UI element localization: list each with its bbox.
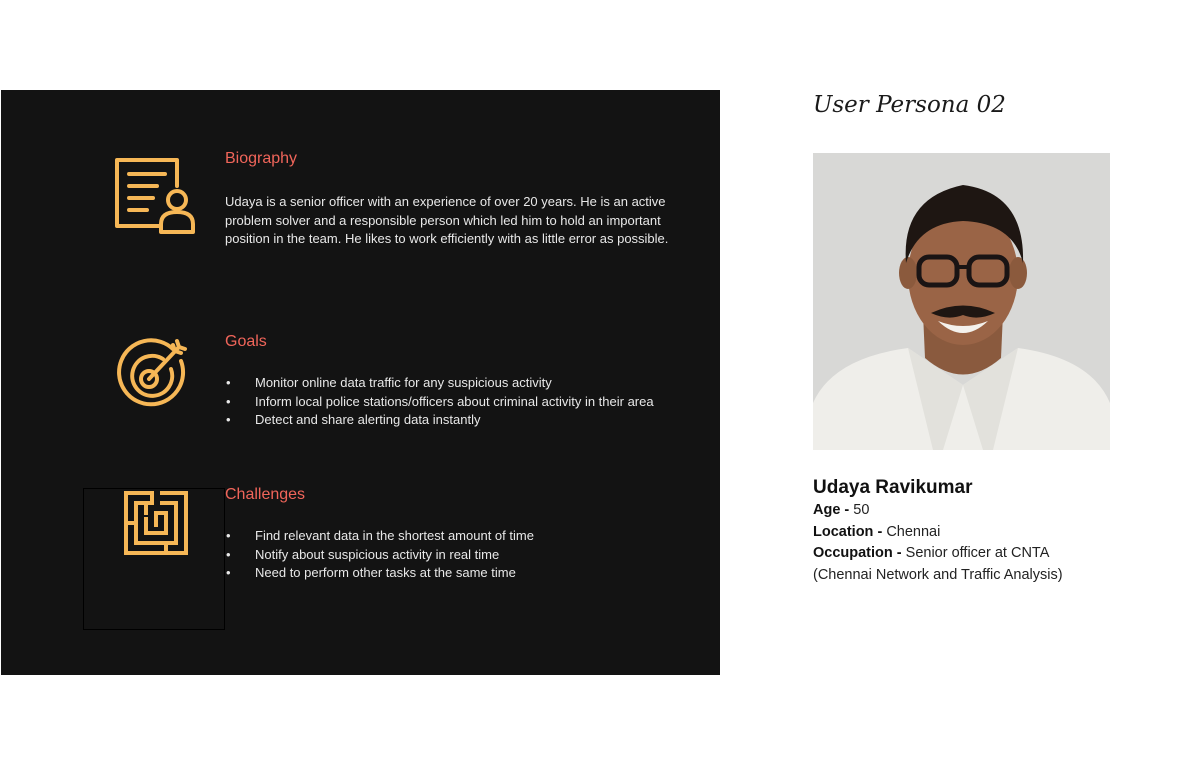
challenges-list: [225, 527, 534, 583]
resume-icon: [113, 156, 197, 236]
occupation-label: Occupation -: [813, 545, 906, 561]
biography-title: Biography: [225, 150, 298, 167]
list-item: • Monitor online data traffic for any suspicious activity: [225, 374, 654, 393]
occupation-detail: (Chennai Network and Traffic Analysis): [813, 567, 1063, 583]
goals-list: [225, 374, 654, 430]
list-item: • Notify about suspicious activity in real time: [225, 546, 534, 565]
target-icon: [117, 335, 193, 411]
occupation-value: Senior officer at CNTA: [905, 545, 1050, 561]
challenges-title: Challenges: [225, 486, 306, 503]
persona-age: [813, 502, 869, 518]
age-label: Age -: [813, 502, 854, 518]
persona-heading: User Persona 02: [813, 92, 1006, 118]
persona-location: [813, 524, 940, 540]
persona-occupation: [813, 545, 1049, 561]
location-value: Chennai: [886, 524, 941, 540]
biography-text: Udaya is a senior officer with an experience of over 20 years. He is an active problem solver and a responsible person which led him to hold an important position in the team. He likes to work efficiently with as little error as possible.: [225, 194, 669, 246]
list-item: • Detect and share alerting data instantly: [225, 411, 654, 430]
location-label: Location -: [813, 524, 887, 540]
goals-title: Goals: [225, 333, 267, 350]
persona-photo: [813, 153, 1110, 450]
persona-name: Udaya Ravikumar: [813, 477, 973, 498]
list-item: • Inform local police stations/officers about criminal activity in their area: [225, 393, 654, 412]
list-item: • Need to perform other tasks at the same time: [225, 564, 534, 583]
maze-icon: [122, 489, 190, 557]
age-value: 50: [853, 502, 870, 518]
list-item: • Find relevant data in the shortest amount of time: [225, 527, 534, 546]
persona-details-panel: [1, 90, 720, 675]
